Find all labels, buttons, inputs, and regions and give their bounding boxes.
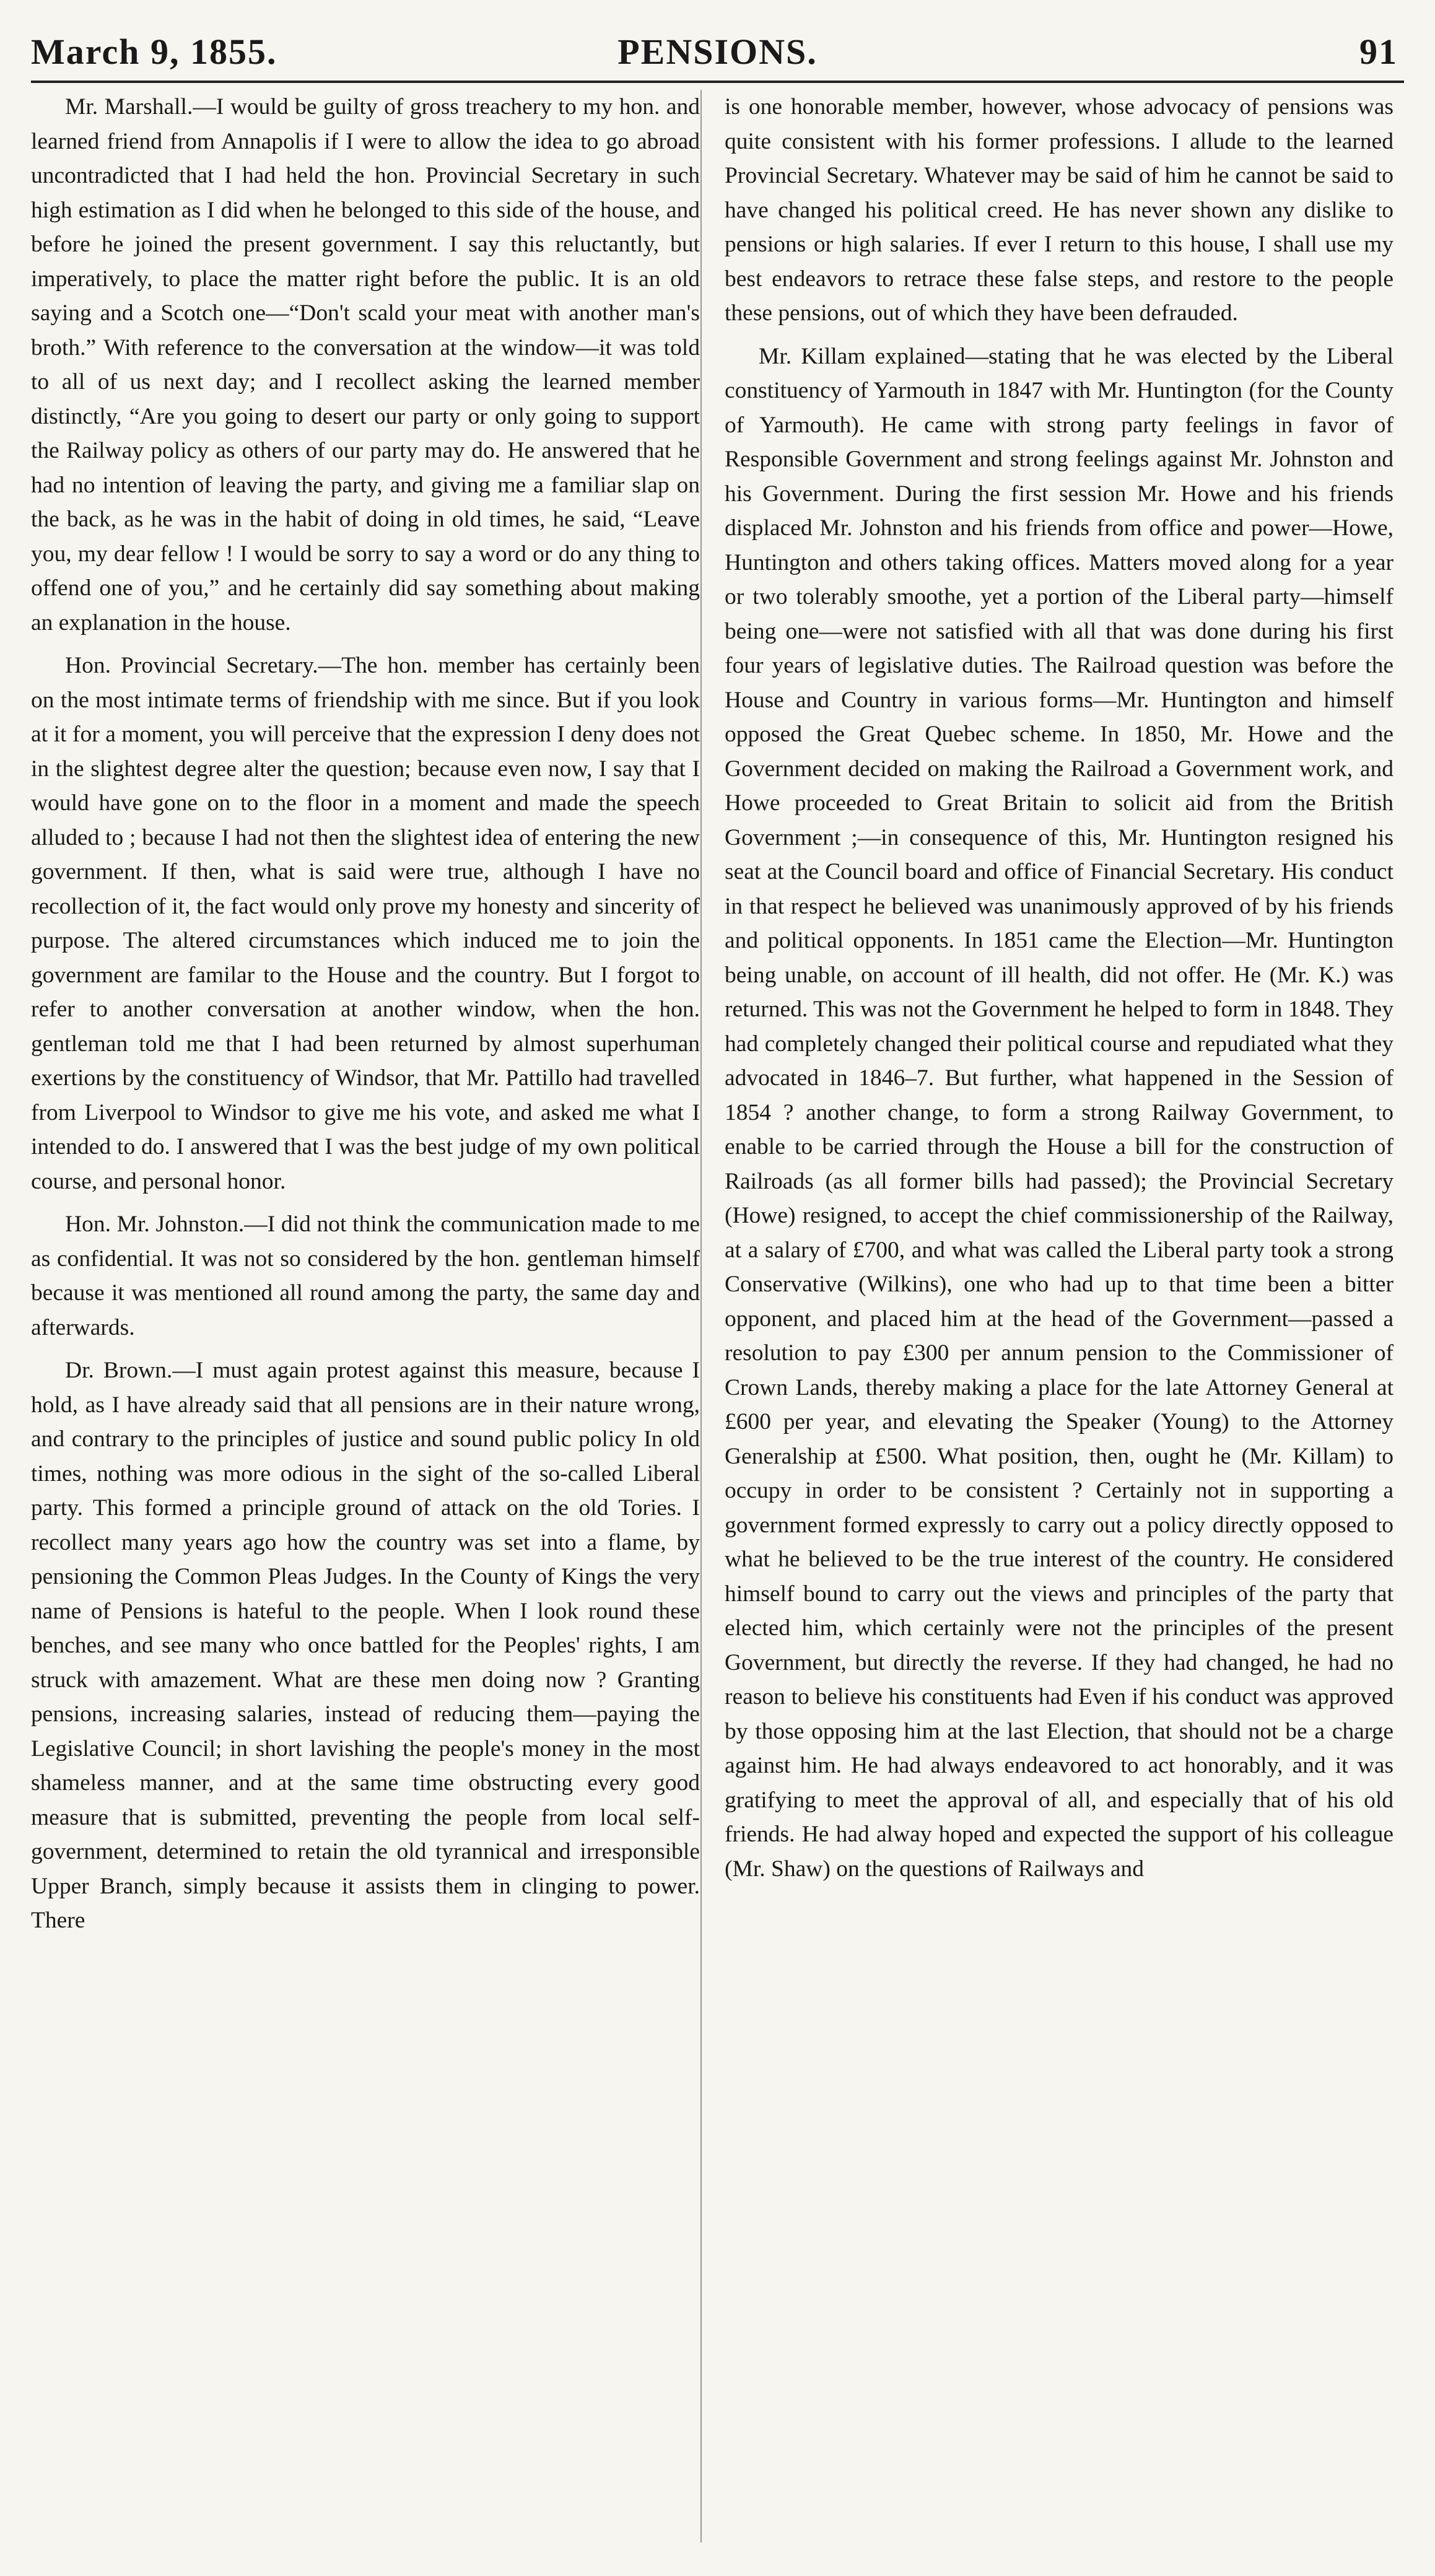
- speech-killam: Mr. Killam explained—stating that he was elected by the Liberal constituency of Yarmouth in 1847 with Mr. Huntington (for the County of Yarmouth). He came with strong party feelings in favor of Responsible Government and strong feelings against Mr. Johnston and his Government. During the first session Mr. Howe and his friends displaced Mr. Johnston and his friends from office and power—Howe, Huntington and others taking offices. Matters moved along for a year or two tolerably smoothe, yet a portion of the Liberal party—himself being one—were not satisfied with all that was done during his first four years of legislative duties. The Railroad question was before the House and Country in various forms—Mr. Huntington and himself opposed the Great Quebec scheme. In 1850, Mr. Howe and the Government decided on making the Railroad a Government work, and Howe proceeded to Great Britain to solicit aid from the British Government ;—in consequence of this, Mr. Huntington resigned his seat at the Council board and office of Financial Secretary. His conduct in that respect he believed was unanimously approved of by his friends and political opponents. In 1851 came the Election—Mr. Huntington being unable, on account of ill health, did not offer. He (Mr. K.) was returned. This was not the Government he helped to form in 1848. They had completely changed their political course and repudiated what they advocated in 1846–7. But further, what happened in the Session of 1854 ? another change, to form a strong Railway Government, to enable to be carried through the House a bill for the construction of Railroads (as all former bills had passed); the Provincial Secretary (Howe) resigned, to accept the chief commissionership of the Railway, at a salary of £700, and what was called the Liberal party took a strong Conservative (Wilkins), one who had up to that time been a bitter opponent, and placed him at the head of the Government—passed a resolution to pay £300 per annum pension to the Commissioner of Crown Lands, thereby making a place for the late Attorney General at £600 per year, and elevating the Speaker (Young) to the Attorney Generalship at £500. What position, then, ought he (Mr. Killam) to occupy in order to be consistent ? Certainly not in supporting a government formed expressly to carry out a policy directly opposed to what he believed to be the true interest of the country. He considered himself bound to carry out the views and principles of the party that elected him, which certainly were not the principles of the present Government, but directly the reverse. If they had changed, he had no reason to believe his constituents had Even if his conduct was approved by those opposing him at the last Election, that should not be a charge against him. He had always endeavored to act honorably, and it was gratifying to meet the approval of all, and especially that of his old friends. He had alway hoped and expected the support of his colleague (Mr. Shaw) on the questions of Railways and: [725, 343, 1394, 1882]
- speech-brown: Dr. Brown.—I must again protest against this measure, because I hold, as I have already said that all pensions are in their nature wrong, and contrary to the principles of justice and sound public policy In old times, nothing was more odious in the sight of the so-called Liberal party. This formed a principle ground of attack on the old Tories. I recollect many years ago how the country was set into a flame, by pensioning the Common Pleas Judges. In the County of Kings the very name of Pensions is hateful to the people. When I look round these benches, and see many who once battled for the Peoples' rights, I am struck with amazement. What are these men doing now ? Granting pensions, increasing salaries, instead of reducing them—paying the Legislative Council; in short lavishing the people's money in the most shameless manner, and at the same time obstructing every good measure that is submitted, preventing the people from local self-government, determined to retain the old tyrannical and irresponsible Upper Branch, simply because it assists them in clinging to power. There: [31, 1358, 700, 1933]
- header-date: March 9, 1855.: [31, 32, 277, 72]
- speech-brown-continued: is one honorable member, however, whose advocacy of pensions was quite consistent with his former professions. I allude to the learned Provincial Secretary. Whatever may be said of him he cannot be said to have changed his political creed. He has never shown any dislike to pensions or high salaries. If ever I return to this house, I shall use my best endeavors to retrace these false steps, and restore to the people these pensions, out of which they have been defrauded.: [725, 94, 1394, 326]
- speech-johnston: Hon. Mr. Johnston.—I did not think the communication made to me as confidential. It was not so considered by the hon. gentleman himself because it was mentioned all round among the party, the same day and afterwards.: [31, 1212, 700, 1340]
- right-column: [725, 90, 1394, 2561]
- header-page-number: 91: [1359, 32, 1398, 72]
- column-divider: [700, 90, 702, 2543]
- page-header: [31, 25, 1404, 83]
- speech-provincial-secretary: Hon. Provincial Secretary.—The hon. member has certainly been on the most intimate terms of friendship with me since. But if you look at it for a moment, you will perceive that the expression I deny does not in the slightest degree alter the question; because even now, I say that I would have gone on to the floor in a moment and made the speech alluded to ; because I had not then the slightest idea of entering the new government. If then, what is said were true, although I have no recollection of it, the fact would only prove my honesty and sincerity of purpose. The altered circumstances which induced me to join the government are familar to the House and the country. But I forgot to refer to another conversation at another window, when the hon. gentleman told me that I had been returned by almost superhuman exertions by the constituency of Windsor, that Mr. Pattillo had travelled from Liverpool to Windsor to give me his vote, and asked me what I intended to do. I answered that I was the best judge of my own political course, and personal honor.: [31, 653, 700, 1194]
- left-column: [31, 90, 700, 2561]
- text-columns: [31, 90, 1394, 2561]
- speech-marshall: Mr. Marshall.—I would be guilty of gross treachery to my hon. and learned friend from Annapolis if I were to allow the idea to go abroad uncontradicted that I had held the hon. Provincial Secretary in such high estimation as I did when he belonged to this side of the house, and before he joined the present government. I say this reluctantly, but imperatively, to place the matter right before the public. It is an old saying and a Scotch one—“Don't scald your meat with another man's broth.” With reference to the conversation at the window—it was told to all of us next day; and I recollect asking the learned member distinctly, “Are you going to desert our party or only going to support the Railway policy as others of our party may do. He answered that he had no intention of leaving the party, and giving me a familiar slap on the back, as he was in the habit of doing in old times, he said, “Leave you, my dear fellow ! I would be sorry to say a word or do any thing to offend one of you,” and he certainly did say something about making an explanation in the house.: [31, 94, 700, 635]
- header-title: PENSIONS.: [617, 32, 818, 72]
